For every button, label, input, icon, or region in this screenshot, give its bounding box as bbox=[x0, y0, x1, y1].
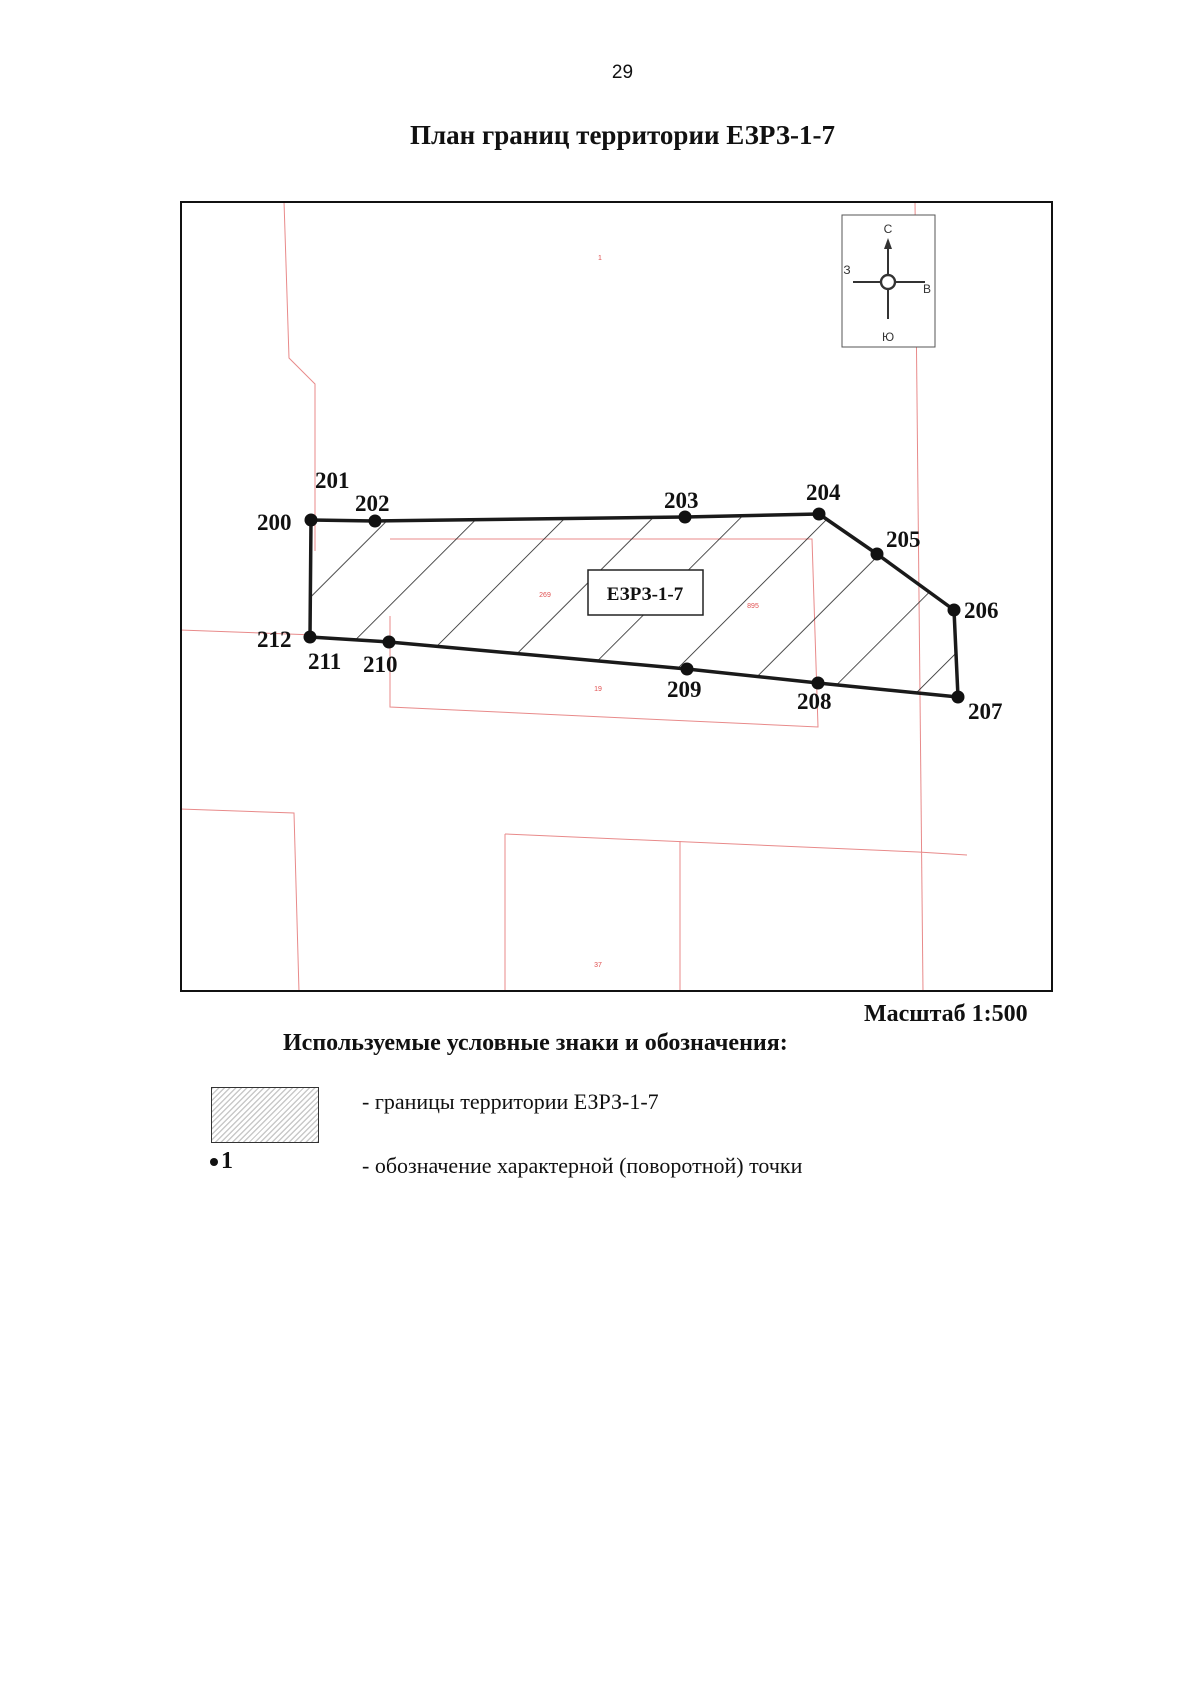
legend-point-symbol bbox=[210, 1148, 233, 1175]
page-number: 29 bbox=[611, 62, 634, 83]
boundary-point bbox=[812, 677, 825, 690]
point-label: 212 bbox=[257, 627, 292, 652]
point-label: 200 bbox=[257, 510, 292, 535]
zone-label: ЕЗРЗ-1-7 bbox=[606, 584, 684, 605]
parcel-label: 37 bbox=[594, 962, 602, 969]
boundary-point bbox=[871, 548, 884, 561]
boundary-point bbox=[383, 636, 396, 649]
boundary-point bbox=[948, 604, 961, 617]
scale-label: Масштаб 1:500 bbox=[864, 1001, 1028, 1027]
page-title: План границ территории ЕЗРЗ-1-7 bbox=[410, 120, 835, 150]
boundary-point bbox=[681, 663, 694, 676]
legend-hatch-swatch bbox=[211, 1087, 319, 1143]
compass-north: С bbox=[883, 222, 893, 236]
boundary-point bbox=[369, 515, 382, 528]
point-label: 205 bbox=[886, 527, 921, 552]
point-label: 207 bbox=[968, 699, 1003, 724]
point-label: 203 bbox=[664, 488, 699, 513]
legend-boundary-text: - границы территории ЕЗРЗ-1-7 bbox=[362, 1089, 659, 1114]
point-dot-icon bbox=[210, 1158, 218, 1166]
point-label: 204 bbox=[806, 480, 841, 505]
parcel-label: 19 bbox=[594, 686, 602, 693]
point-label: 209 bbox=[667, 677, 702, 702]
legend-point-number: 1 bbox=[221, 1148, 233, 1174]
boundary-point bbox=[304, 631, 317, 644]
compass-rose bbox=[842, 215, 935, 347]
boundary-point bbox=[813, 508, 826, 521]
compass-south: Ю bbox=[881, 330, 895, 344]
point-label: 208 bbox=[797, 689, 832, 714]
parcel-label: 1 bbox=[598, 255, 602, 262]
boundary-plan-map bbox=[180, 201, 1053, 992]
compass-west: З bbox=[843, 263, 851, 277]
point-label: 201 bbox=[315, 468, 350, 493]
legend-point-text: - обозначение характерной (поворотной) точки bbox=[362, 1153, 803, 1178]
boundary-point bbox=[952, 691, 965, 704]
zone-label-box bbox=[588, 570, 703, 615]
point-label: 206 bbox=[964, 598, 999, 623]
boundary-point bbox=[305, 514, 318, 527]
compass-east: В bbox=[922, 282, 932, 296]
point-label: 211 bbox=[308, 649, 342, 674]
point-label: 210 bbox=[363, 652, 398, 677]
point-label: 202 bbox=[355, 491, 390, 516]
legend-heading: Используемые условные знаки и обозначения: bbox=[283, 1030, 788, 1056]
